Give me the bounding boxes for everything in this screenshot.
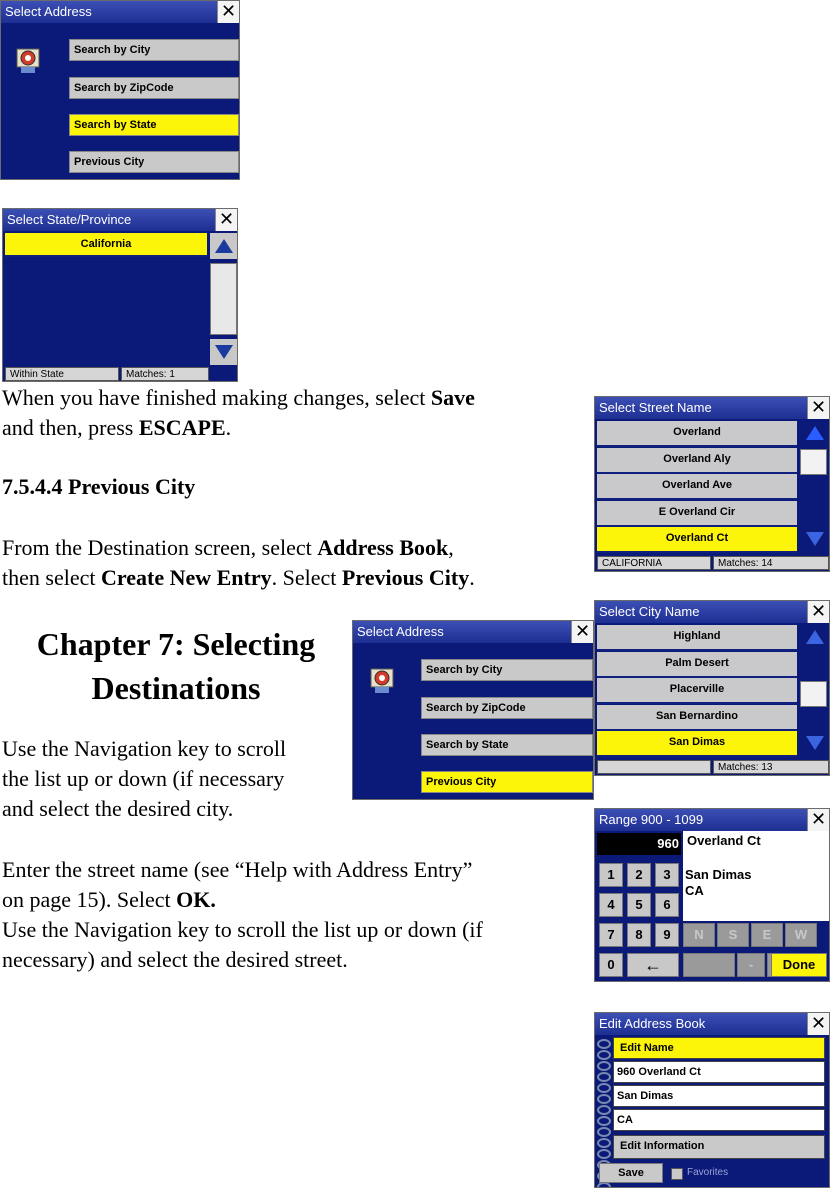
arrow-up-icon bbox=[215, 239, 233, 253]
window-title: Select Address bbox=[1, 1, 239, 23]
backspace-key[interactable]: ← bbox=[627, 953, 679, 977]
scroll-up-button[interactable] bbox=[801, 421, 829, 445]
scroll-track[interactable] bbox=[210, 263, 237, 335]
key-0[interactable]: 0 bbox=[599, 953, 623, 977]
street-list-item[interactable]: E Overland Cir bbox=[597, 501, 797, 527]
search-by-state-button[interactable]: Search by State bbox=[421, 734, 593, 756]
paragraph-street-l1: Enter the street name (see “Help with Address Entry” bbox=[2, 857, 473, 882]
chapter-title-line1: Chapter 7: Selecting bbox=[36, 626, 316, 662]
select-state-window bbox=[2, 208, 238, 382]
key-1[interactable]: 1 bbox=[599, 863, 623, 887]
key-space[interactable] bbox=[683, 953, 735, 977]
chapter-title bbox=[0, 622, 352, 710]
status-matches: Matches: 14 bbox=[713, 556, 829, 570]
window-title: Select Street Name bbox=[595, 397, 829, 419]
key-8[interactable]: 8 bbox=[627, 923, 651, 947]
paragraph-scroll-l3: and select the desired city. bbox=[2, 796, 234, 821]
key-5[interactable]: 5 bbox=[627, 893, 651, 917]
key-3[interactable]: 3 bbox=[655, 863, 679, 887]
map-globe-icon bbox=[365, 663, 401, 699]
key-2[interactable]: 2 bbox=[627, 863, 651, 887]
search-by-zipcode-button[interactable]: Search by ZipCode bbox=[421, 697, 593, 719]
close-icon[interactable]: ✕ bbox=[807, 809, 829, 831]
street-list-item[interactable]: Overland Ct bbox=[597, 527, 797, 553]
key-4[interactable]: 4 bbox=[599, 893, 623, 917]
edit-name-button[interactable]: Edit Name bbox=[613, 1037, 825, 1059]
scroll-down-button[interactable] bbox=[210, 339, 237, 365]
previous-city-button[interactable]: Previous City bbox=[421, 771, 593, 793]
window-title: Select State/Province bbox=[3, 209, 237, 231]
status-left bbox=[597, 760, 711, 774]
favorites-checkbox[interactable] bbox=[671, 1168, 683, 1180]
key-7[interactable]: 7 bbox=[599, 923, 623, 947]
search-by-city-button[interactable]: Search by City bbox=[421, 659, 593, 681]
select-address-window-1 bbox=[0, 0, 240, 180]
address-entry-city[interactable]: San Dimas bbox=[613, 1085, 825, 1107]
paragraph-destination-l1: From the Destination screen, select Address Book, bbox=[2, 535, 454, 560]
city-list-item[interactable]: San Bernardino bbox=[597, 705, 797, 731]
map-globe-icon bbox=[11, 43, 47, 79]
number-input-field[interactable]: 960 bbox=[597, 833, 681, 855]
search-by-city-button[interactable]: Search by City bbox=[69, 39, 239, 61]
city-list-item[interactable]: Highland bbox=[597, 625, 797, 651]
key-dash[interactable]: - bbox=[737, 953, 765, 977]
arrow-down-icon bbox=[215, 345, 233, 359]
street-list-item[interactable]: Overland bbox=[597, 421, 797, 447]
close-icon[interactable]: ✕ bbox=[571, 621, 593, 643]
city-list-item[interactable]: San Dimas bbox=[597, 731, 797, 757]
close-icon[interactable]: ✕ bbox=[807, 397, 829, 419]
key-e[interactable]: E bbox=[751, 923, 783, 947]
favorites-label: Favorites bbox=[687, 1167, 729, 1178]
select-address-window-2 bbox=[352, 620, 594, 800]
status-matches: Matches: 1 bbox=[121, 367, 209, 381]
arrow-up-icon bbox=[806, 426, 824, 440]
previous-city-button[interactable]: Previous City bbox=[69, 151, 239, 173]
done-button[interactable]: Done bbox=[771, 953, 827, 977]
scroll-thumb[interactable] bbox=[800, 449, 827, 475]
arrow-down-icon bbox=[806, 736, 824, 750]
range-keypad-window bbox=[594, 808, 830, 982]
key-s[interactable]: S bbox=[717, 923, 749, 947]
window-title: Select Address bbox=[353, 621, 593, 643]
paragraph-street-l3: Use the Navigation key to scroll the list up or down (if bbox=[2, 917, 483, 942]
paragraph-street-l2: on page 15). Select OK. bbox=[2, 887, 216, 912]
close-icon[interactable]: ✕ bbox=[217, 1, 239, 23]
paragraph-scroll-l2: the list up or down (if necessary bbox=[2, 766, 285, 791]
close-icon[interactable]: ✕ bbox=[807, 601, 829, 623]
state-list-item[interactable]: California bbox=[5, 233, 207, 257]
save-button[interactable]: Save bbox=[599, 1163, 663, 1183]
close-icon[interactable]: ✕ bbox=[807, 1013, 829, 1035]
paragraph-destination-l2: then select Create New Entry. Select Previous City. bbox=[2, 565, 475, 590]
street-list-item[interactable]: Overland Aly bbox=[597, 448, 797, 474]
arrow-up-icon bbox=[806, 630, 824, 644]
paragraph-street-l4: necessary) and select the desired street. bbox=[2, 947, 348, 972]
address-entry-state[interactable]: CA bbox=[613, 1109, 825, 1131]
preview-city: San Dimas bbox=[685, 867, 752, 882]
paragraph-save: When you have finished making changes, select Save bbox=[2, 385, 475, 410]
city-list-item[interactable]: Placerville bbox=[597, 678, 797, 704]
status-state: CALIFORNIA bbox=[597, 556, 711, 570]
status-within-state: Within State bbox=[5, 367, 119, 381]
key-n[interactable]: N bbox=[683, 923, 715, 947]
key-6[interactable]: 6 bbox=[655, 893, 679, 917]
address-entry-street[interactable]: 960 Overland Ct bbox=[613, 1061, 825, 1083]
scroll-down-button[interactable] bbox=[801, 527, 829, 551]
address-preview bbox=[683, 831, 829, 921]
chapter-title-line2: Destinations bbox=[91, 670, 261, 706]
paragraph-save-line2: and then, press ESCAPE. bbox=[2, 415, 232, 440]
search-by-state-button[interactable]: Search by State bbox=[69, 114, 239, 136]
key-w[interactable]: W bbox=[785, 923, 817, 947]
scroll-up-button[interactable] bbox=[801, 625, 829, 649]
arrow-down-icon bbox=[806, 532, 824, 546]
preview-street: Overland Ct bbox=[687, 833, 761, 848]
search-by-zipcode-button[interactable]: Search by ZipCode bbox=[69, 77, 239, 99]
edit-information-button[interactable]: Edit Information bbox=[613, 1135, 825, 1159]
window-title: Edit Address Book bbox=[595, 1013, 829, 1035]
section-heading: 7.5.4.4 Previous City bbox=[2, 474, 196, 499]
status-matches: Matches: 13 bbox=[713, 760, 829, 774]
scroll-up-button[interactable] bbox=[210, 233, 237, 259]
scroll-thumb[interactable] bbox=[800, 681, 827, 707]
select-city-window bbox=[594, 600, 830, 776]
window-title: Range 900 - 1099 bbox=[595, 809, 829, 831]
select-street-window bbox=[594, 396, 830, 572]
edit-address-book-window bbox=[594, 1012, 830, 1188]
scroll-down-button[interactable] bbox=[801, 731, 829, 755]
preview-state: CA bbox=[685, 883, 704, 898]
paragraph-scroll-l1: Use the Navigation key to scroll bbox=[2, 736, 287, 761]
key-9[interactable]: 9 bbox=[655, 923, 679, 947]
window-title: Select City Name bbox=[595, 601, 829, 623]
close-icon[interactable]: ✕ bbox=[215, 209, 237, 231]
street-list-item[interactable]: Overland Ave bbox=[597, 474, 797, 500]
city-list-item[interactable]: Palm Desert bbox=[597, 652, 797, 678]
